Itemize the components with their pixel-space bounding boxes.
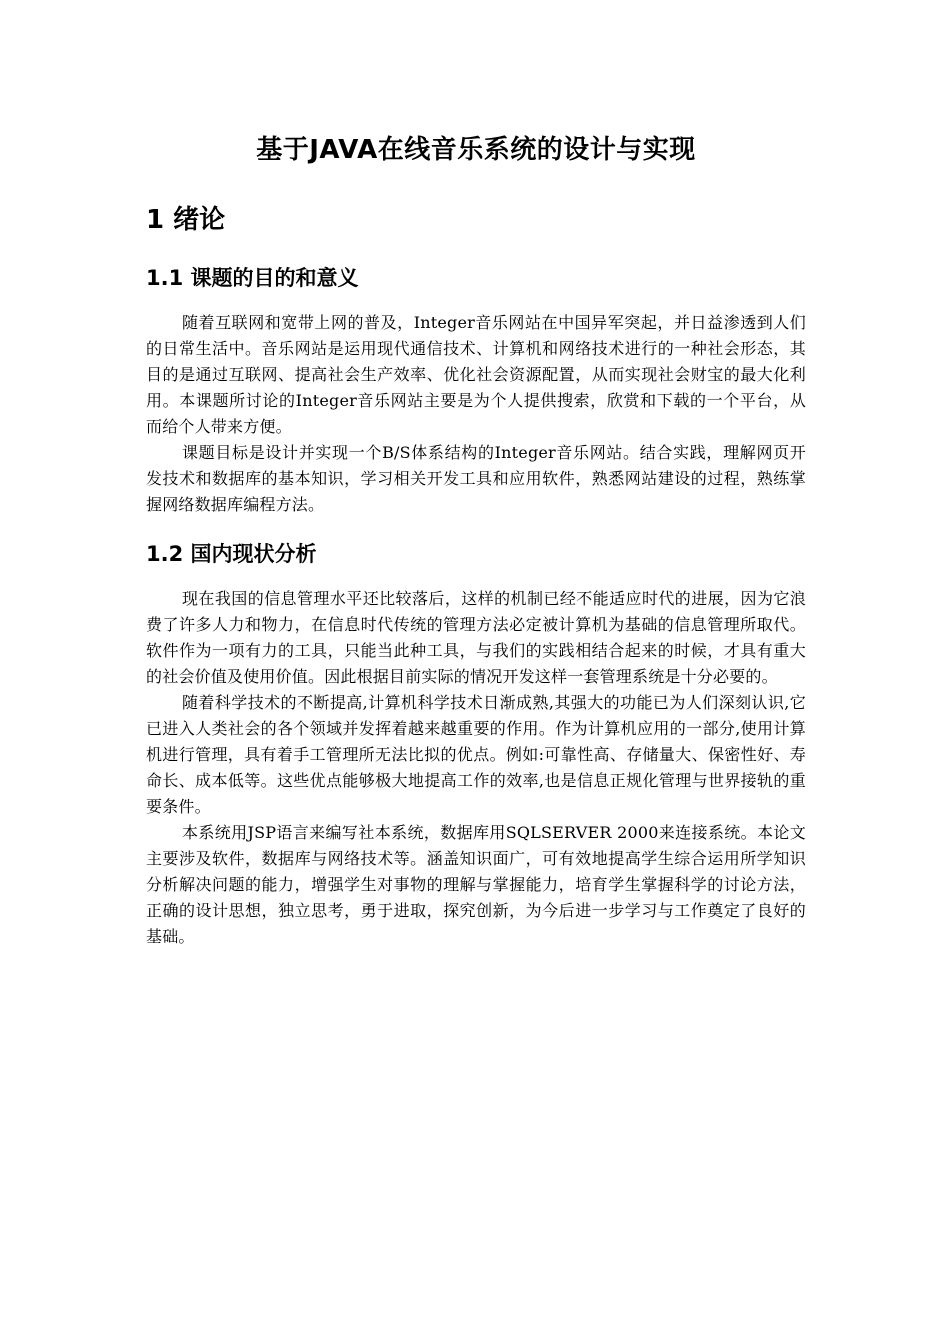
section-heading: 1.2 国内现状分析 xyxy=(146,542,317,566)
document-page xyxy=(146,130,806,970)
paragraph: 课题目标是设计并实现一个B/S体系结构的Integer音乐网站。结合实践，理解网页开发技术和数据库的基本知识，学习相关开发工具和应用软件，熟悉网站建设的过程，熟练掌握网络数据库编程方法。 xyxy=(146,443,806,514)
paragraph: 随着互联网和宽带上网的普及，Integer音乐网站在中国异军突起，并日益渗透到人们的日常生活中。音乐网站是运用现代通信技术、计算机和网络技术进行的一种社会形态，其目的是通过互联网、提高社会生产效率、优化社会资源配置，从而实现社会财宝的最大化利用。本课题所讨论的Integer音乐网站主要是为个人提供搜索，欣赏和下载的一个平台，从而给个人带来方便。 xyxy=(146,313,806,436)
section-heading: 1.1 课题的目的和意义 xyxy=(146,266,359,290)
chapter-heading: 1 绪论 xyxy=(146,205,226,235)
paragraph: 本系统用JSP语言来编写社本系统，数据库用SQLSERVER 2000来连接系统。本论文主要涉及软件，数据库与网络技术等。涵盖知识面广，可有效地提高学生综合运用所学知识分析解决问题的能力，增强学生对事物的理解与掌握能力，培育学生掌握科学的讨论方法，正确的设计思想，独立思考，勇于进取，探究创新，为今后进一步学习与工作奠定了良好的基础。 xyxy=(146,823,806,946)
document-title: 基于JAVA在线音乐系统的设计与实现 xyxy=(256,135,696,165)
paragraph: 随着科学技术的不断提高,计算机科学技术日渐成熟,其强大的功能已为人们深刻认识,它已进入人类社会的各个领域并发挥着越来越重要的作用。作为计算机应用的一部分,使用计算机进行管理，具有着手工管理所无法比拟的优点。例如:可靠性高、存储量大、保密性好、寿命长、成本低等。这些优点能够极大地提高工作的效率,也是信息正规化管理与世界接轨的重要条件。 xyxy=(146,693,806,816)
paragraph: 现在我国的信息管理水平还比较落后，这样的机制已经不能适应时代的进展，因为它浪费了许多人力和物力，在信息时代传统的管理方法必定被计算机为基础的信息管理所取代。软件作为一项有力的工具，只能当此种工具，与我们的实践相结合起来的时候，才具有重大的社会价值及使用价值。因此根据目前实际的情况开发这样一套管理系统是十分必要的。 xyxy=(146,589,806,686)
section-status-analysis xyxy=(146,538,806,950)
section-purpose xyxy=(146,262,806,518)
